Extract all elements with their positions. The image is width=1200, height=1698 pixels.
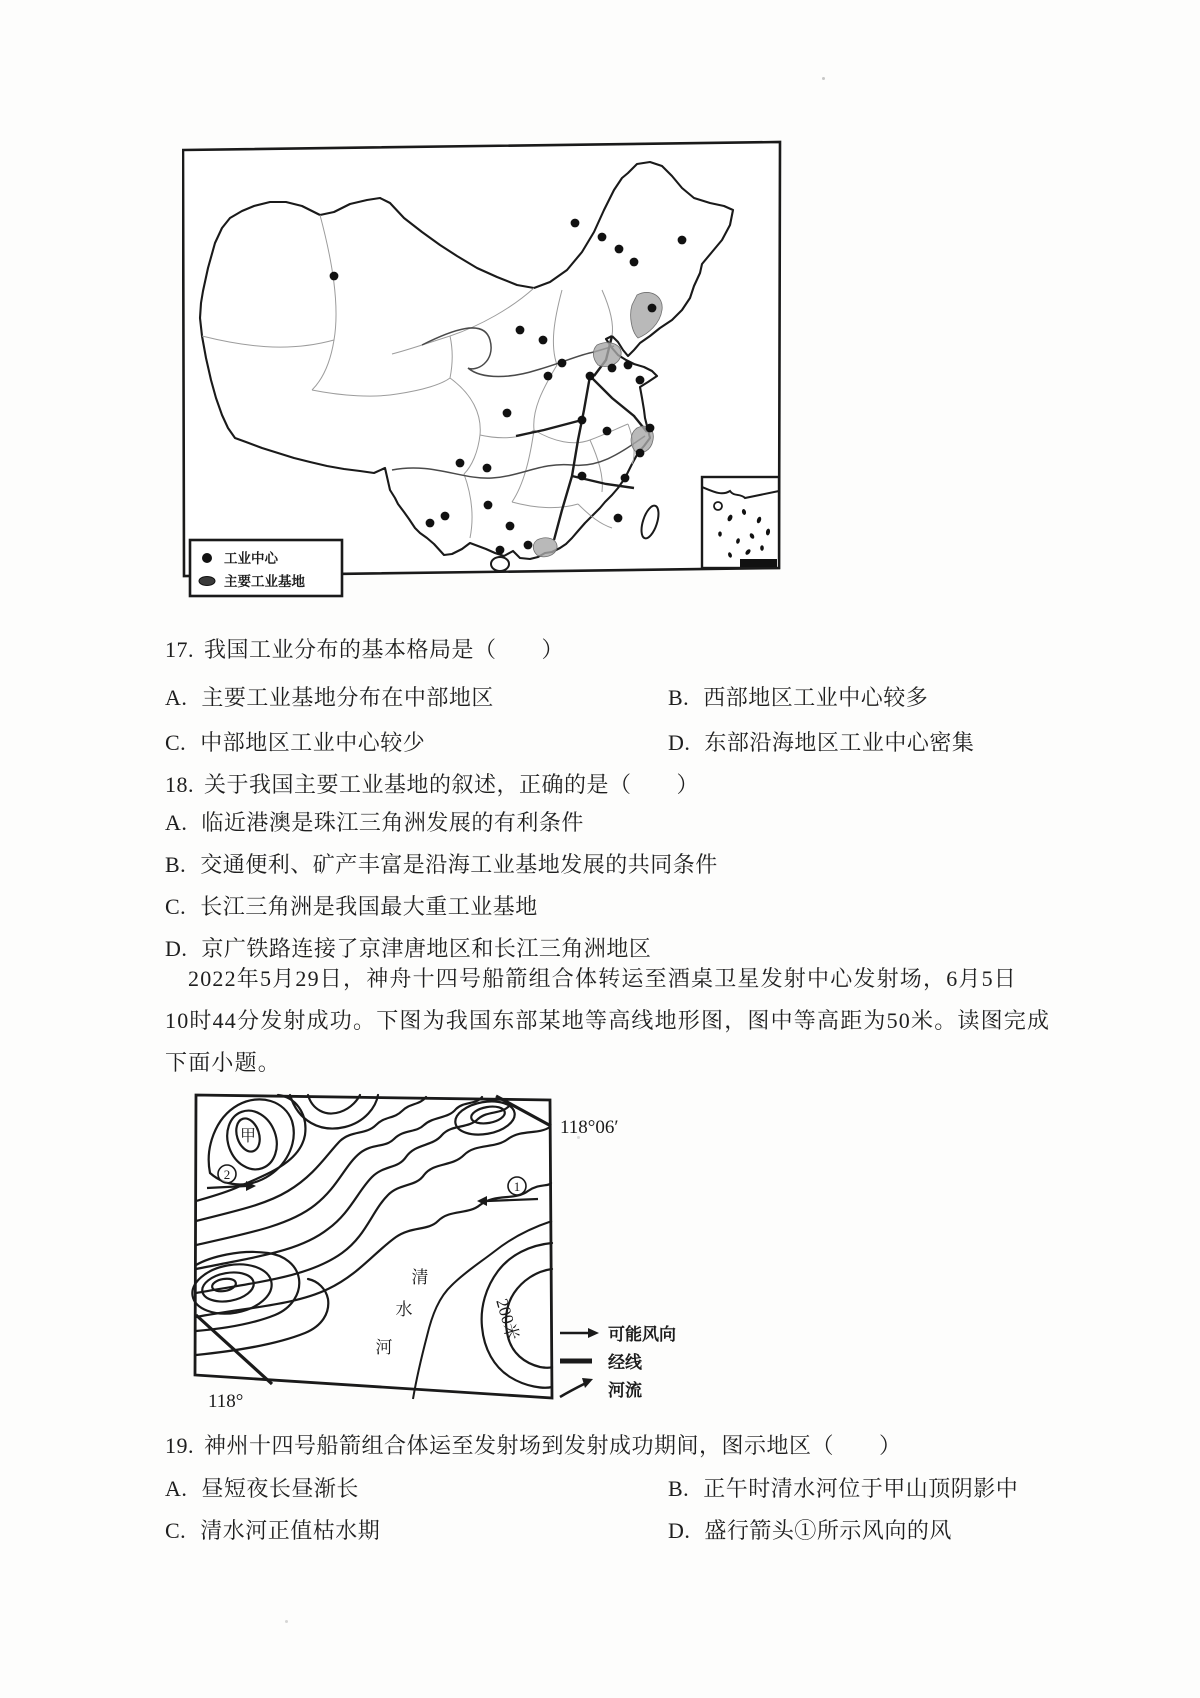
question-text: 神州十四号船箭组合体运至发射场到发射成功期间，图示地区（ ） [204,1433,902,1458]
contour-map-svg [180,1093,760,1423]
contour-legend [560,1324,676,1400]
scan-artifact-dot [285,1620,288,1623]
option-label: C. [165,1518,187,1543]
question-18-option-d [165,932,651,963]
circled-2-label: 2 [223,1167,231,1182]
river-name-char: 水 [395,1300,413,1319]
question-18-option-a [165,806,584,837]
option-label: A. [165,685,188,710]
circled-1-label: 1 [513,1179,521,1194]
option-label: D. [668,1518,691,1543]
question-text: 关于我国主要工业基地的叙述，正确的是（ ） [204,772,700,797]
inset-scale-bar [740,559,777,567]
question-17-option-c [165,726,425,757]
question-17-option-d [668,726,974,757]
question-17-option-b [668,681,928,712]
meridian-top-label: 118°06′ [560,1117,619,1138]
option-text: 昼短夜长昼渐长 [201,1476,359,1501]
question-17-option-a [165,681,494,712]
option-label: B. [165,852,187,877]
option-text: 主要工业基地分布在中部地区 [201,685,494,710]
summit-label: 甲 [239,1128,257,1145]
question-number: 18. [165,772,194,797]
question-19-option-b [668,1472,1018,1503]
option-text: 西部地区工业中心较多 [703,685,929,710]
question-number: 17. [165,637,194,662]
question-18-option-c [165,890,538,921]
option-text: 中部地区工业中心较少 [200,730,426,755]
question-19-option-d [668,1514,952,1545]
question-19-option-a [165,1472,359,1503]
option-text: 盛行箭头①所示风向的风 [704,1518,952,1543]
legend-industrial-center-label: 工业中心 [224,551,278,566]
map-legend [190,540,342,596]
scan-artifact-dot [822,77,825,80]
option-text: 正午时清水河位于甲山顶阴影中 [703,1476,1019,1501]
legend-wind-label: 可能风向 [608,1325,676,1344]
question-number: 19. [165,1433,194,1458]
option-label: D. [668,730,691,755]
option-label: B. [668,1476,690,1501]
legend-industrial-base-label: 主要工业基地 [224,574,305,589]
option-label: B. [668,685,690,710]
passage-line-2: 10时44分发射成功。下图为我国东部某地等高线地形图，图中等高距为50米。读图完成 [165,1008,1051,1033]
option-text: 交通便利、矿产丰富是沿海工业基地发展的共同条件 [200,852,718,877]
question-19-stem [165,1429,902,1460]
option-label: A. [165,810,188,835]
option-text: 京广铁路连接了京津唐地区和长江三角洲地区 [201,936,652,961]
legend-meridian-label: 经线 [608,1353,642,1372]
legend-river-label: 河流 [608,1381,642,1400]
question-18-stem [165,768,699,799]
industrial-center-symbol [202,553,212,563]
option-text: 东部沿海地区工业中心密集 [704,730,975,755]
industrial-base-symbol [199,577,215,586]
passage-line-3: 下面小题。 [165,1050,282,1075]
passage-line-1: 2022年5月29日，神舟十四号船箭组合体转运至酒桌卫星发射中心发射场，6月5日 [188,966,1018,991]
river-name-char: 清 [411,1268,429,1287]
option-label: A. [165,1476,188,1501]
option-text: 临近港澳是珠江三角洲发展的有利条件 [201,810,584,835]
option-label: D. [165,936,188,961]
option-text: 长江三角洲是我国最大重工业基地 [200,894,538,919]
meridian-bottom-label: 118° [208,1391,244,1412]
option-label: C. [165,894,187,919]
question-text: 我国工业分布的基本格局是（ ） [204,637,565,662]
question-18-option-b [165,848,718,879]
option-text: 清水河正值枯水期 [200,1518,381,1543]
china-industry-map-figure [182,140,782,607]
china-industry-map-svg [182,140,782,602]
hainan-island [491,557,509,571]
contour-value-label: 200米 [492,1296,523,1343]
question-17-stem [165,633,564,664]
question-19-option-c [165,1514,380,1545]
option-label: C. [165,730,187,755]
south-china-sea-inset [702,477,779,568]
river-name-char: 河 [375,1338,393,1357]
contour-map-figure [180,1093,760,1428]
